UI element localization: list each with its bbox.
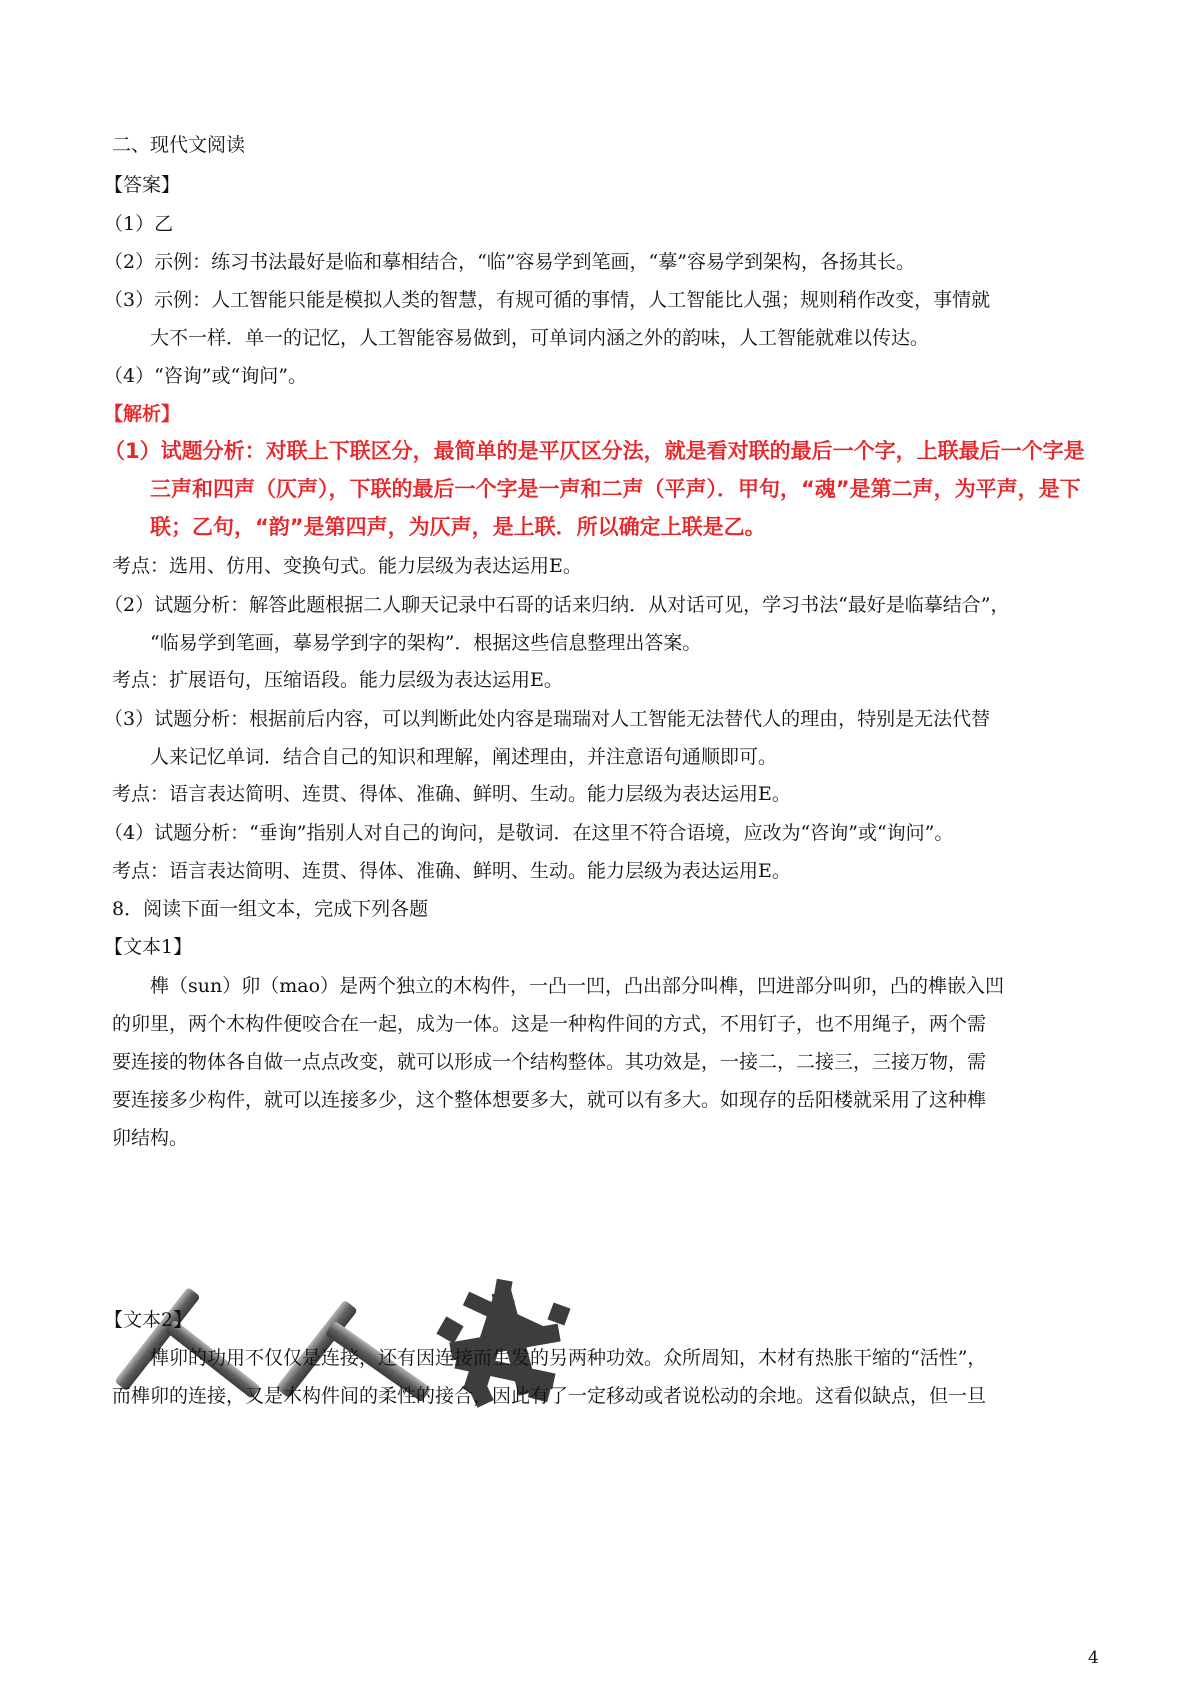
text1-line: 要连接的物体各自做一点点改变，就可以形成一个结构整体。其功效是，一接二，二接三，三接万物，需 xyxy=(112,1051,987,1073)
text1-line: 榫（sun）卯（mao）是两个独立的木构件，一凸一凹，凸出部分叫榫，凹进部分叫卯，凸的榫嵌入凹 xyxy=(150,975,1005,997)
analysis-line: “临易学到笔画，摹易学到字的架构”．根据这些信息整理出答案。 xyxy=(150,632,702,654)
analysis-line: （2）试题分析：解答此题根据二人聊天记录中石哥的话来归纳．从对话可见，学习书法“最好是临摹结合”， xyxy=(104,594,1010,616)
text2-line: 而榫卯的连接，又是木构件间的柔性的接合，因此有了一定移动或者说松动的余地。这看似缺点，但一旦 xyxy=(112,1385,987,1407)
section-title: 二、现代文阅读 xyxy=(112,134,246,156)
analysis-line: 考点：语言表达简明、连贯、得体、准确、鲜明、生动。能力层级为表达运用E。 xyxy=(112,860,791,882)
text1-label: 【文本1】 xyxy=(104,936,193,958)
analysis-red-line: 三声和四声（仄声），下联的最后一个字是一声和二声（平声）．甲句，“魂”是第二声，为平声，是下 xyxy=(150,477,1081,501)
answer-line: （2）示例：练习书法最好是临和摹相结合，“临”容易学到笔画，“摹”容易学到架构，各扬其长。 xyxy=(104,251,915,273)
analysis-red-line: 联；乙句，“韵”是第四声，为仄声，是上联．所以确定上联是乙。 xyxy=(150,515,766,539)
page-number: 4 xyxy=(1088,1648,1099,1668)
text1-line: 的卯里，两个木构件便咬合在一起，成为一体。这是一种构件间的方式，不用钉子，也不用绳子，两个需 xyxy=(112,1013,987,1035)
analysis-line: 人来记忆单词．结合自己的知识和理解，阐述理由，并注意语句通顺即可。 xyxy=(150,746,778,768)
answer-line: 大不一样．单一的记忆，人工智能容易做到，可单词内涵之外的韵味，人工智能就难以传达。 xyxy=(150,327,930,349)
answer-line: （1）乙 xyxy=(104,213,174,235)
text1-line: 要连接多少构件，就可以连接多少，这个整体想要多大，就可以有多大。如现存的岳阳楼就采用了这种榫 xyxy=(112,1089,987,1111)
text1-line: 卯结构。 xyxy=(112,1127,189,1149)
answer-line: （4）“咨询”或“询问”。 xyxy=(104,365,307,387)
analysis-red-line: （1）试题分析：对联上下联区分，最简单的是平仄区分法，就是看对联的最后一个字，上联最后一个字是 xyxy=(104,439,1085,463)
answer-label: 【答案】 xyxy=(104,174,181,196)
analysis-line: 考点：扩展语句，压缩语段。能力层级为表达运用E。 xyxy=(112,669,563,691)
analysis-line: （4）试题分析：“垂询”指别人对自己的询问，是敬词．在这里不符合语境，应改为“咨询”或“询问”。 xyxy=(104,822,954,844)
analysis-line: 考点：语言表达简明、连贯、得体、准确、鲜明、生动。能力层级为表达运用E。 xyxy=(112,783,791,805)
text2-label: 【文本2】 xyxy=(104,1309,193,1331)
analysis-label: 【解析】 xyxy=(104,403,181,425)
question-8: 8．阅读下面一组文本，完成下列各题 xyxy=(112,898,429,920)
answer-line: （3）示例：人工智能只能是模拟人类的智慧，有规可循的事情，人工智能比人强；规则稍作改变，事情就 xyxy=(104,289,991,311)
analysis-line: 考点：选用、仿用、变换句式。能力层级为表达运用E。 xyxy=(112,555,582,577)
analysis-line: （3）试题分析：根据前后内容，可以判断此处内容是瑞瑞对人工智能无法替代人的理由，特别是无法代替 xyxy=(104,708,991,730)
text2-line: 榫卯的功用不仅仅是连接，还有因连接而生发的另两种功效。众所周知，木材有热胀干缩的“活性”， xyxy=(150,1347,987,1369)
